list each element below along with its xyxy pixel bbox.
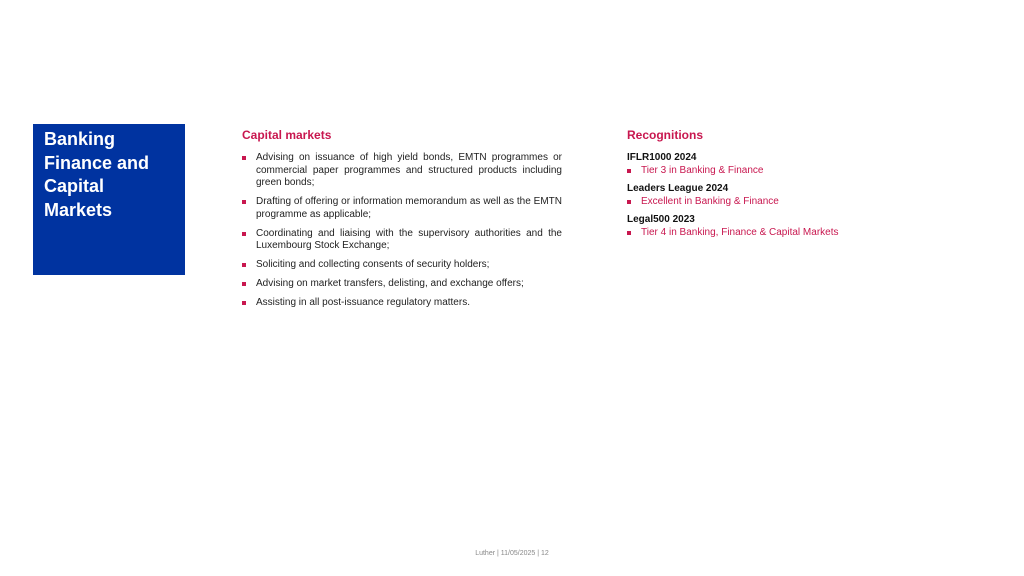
- recognition-entry: [627, 152, 927, 177]
- recognitions-column: [627, 128, 927, 245]
- section-title: Banking Finance and Capital Markets: [44, 129, 150, 220]
- square-bullet-icon: [242, 200, 246, 204]
- recognitions-heading: Recognitions: [627, 128, 704, 142]
- square-bullet-icon: [242, 263, 246, 267]
- square-bullet-icon: [242, 232, 246, 236]
- recognition-name: Legal500 2023: [627, 214, 695, 225]
- recognition-item: [627, 196, 927, 209]
- square-bullet-icon: [627, 200, 631, 204]
- square-bullet-icon: [242, 301, 246, 305]
- recognition-name: Leaders League 2024: [627, 183, 729, 194]
- list-item: [242, 152, 562, 190]
- list-item-text: Soliciting and collecting consents of security holders;: [256, 259, 490, 270]
- list-item-text: Coordinating and liaising with the supervisory authorities and the Luxembourg Stock Exchange;: [256, 227, 562, 251]
- section-title-box: [33, 124, 185, 275]
- list-item: [242, 259, 562, 272]
- capital-markets-list: [242, 152, 562, 310]
- list-item-text: Drafting of offering or information memorandum as well as the EMTN programme as applicable;: [256, 196, 562, 220]
- square-bullet-icon: [627, 231, 631, 235]
- recognition-item: [627, 227, 927, 240]
- capital-markets-heading: Capital markets: [242, 128, 332, 142]
- list-item: [242, 297, 562, 310]
- square-bullet-icon: [242, 282, 246, 286]
- list-item: [242, 278, 562, 291]
- recognition-item: [627, 165, 927, 178]
- list-item-text: Advising on market transfers, delisting, and exchange offers;: [256, 278, 524, 289]
- list-item-text: Advising on issuance of high yield bonds, EMTN programmes or commercial paper programmes and structured products including green bonds;: [256, 152, 562, 188]
- recognition-item-text: Tier 3 in Banking & Finance: [641, 164, 764, 176]
- square-bullet-icon: [627, 169, 631, 173]
- recognition-item-text: Tier 4 in Banking, Finance & Capital Markets: [641, 226, 839, 238]
- list-item: [242, 196, 562, 221]
- recognition-item-text: Excellent in Banking & Finance: [641, 195, 779, 207]
- page-footer: Luther | 11/05/2025 | 12: [475, 550, 549, 557]
- list-item-text: Assisting in all post-issuance regulatory matters.: [256, 297, 470, 308]
- list-item: [242, 228, 562, 253]
- recognition-entry: [627, 214, 927, 239]
- capital-markets-column: [242, 128, 562, 316]
- recognition-entry: [627, 183, 927, 208]
- square-bullet-icon: [242, 156, 246, 160]
- recognition-name: IFLR1000 2024: [627, 152, 697, 163]
